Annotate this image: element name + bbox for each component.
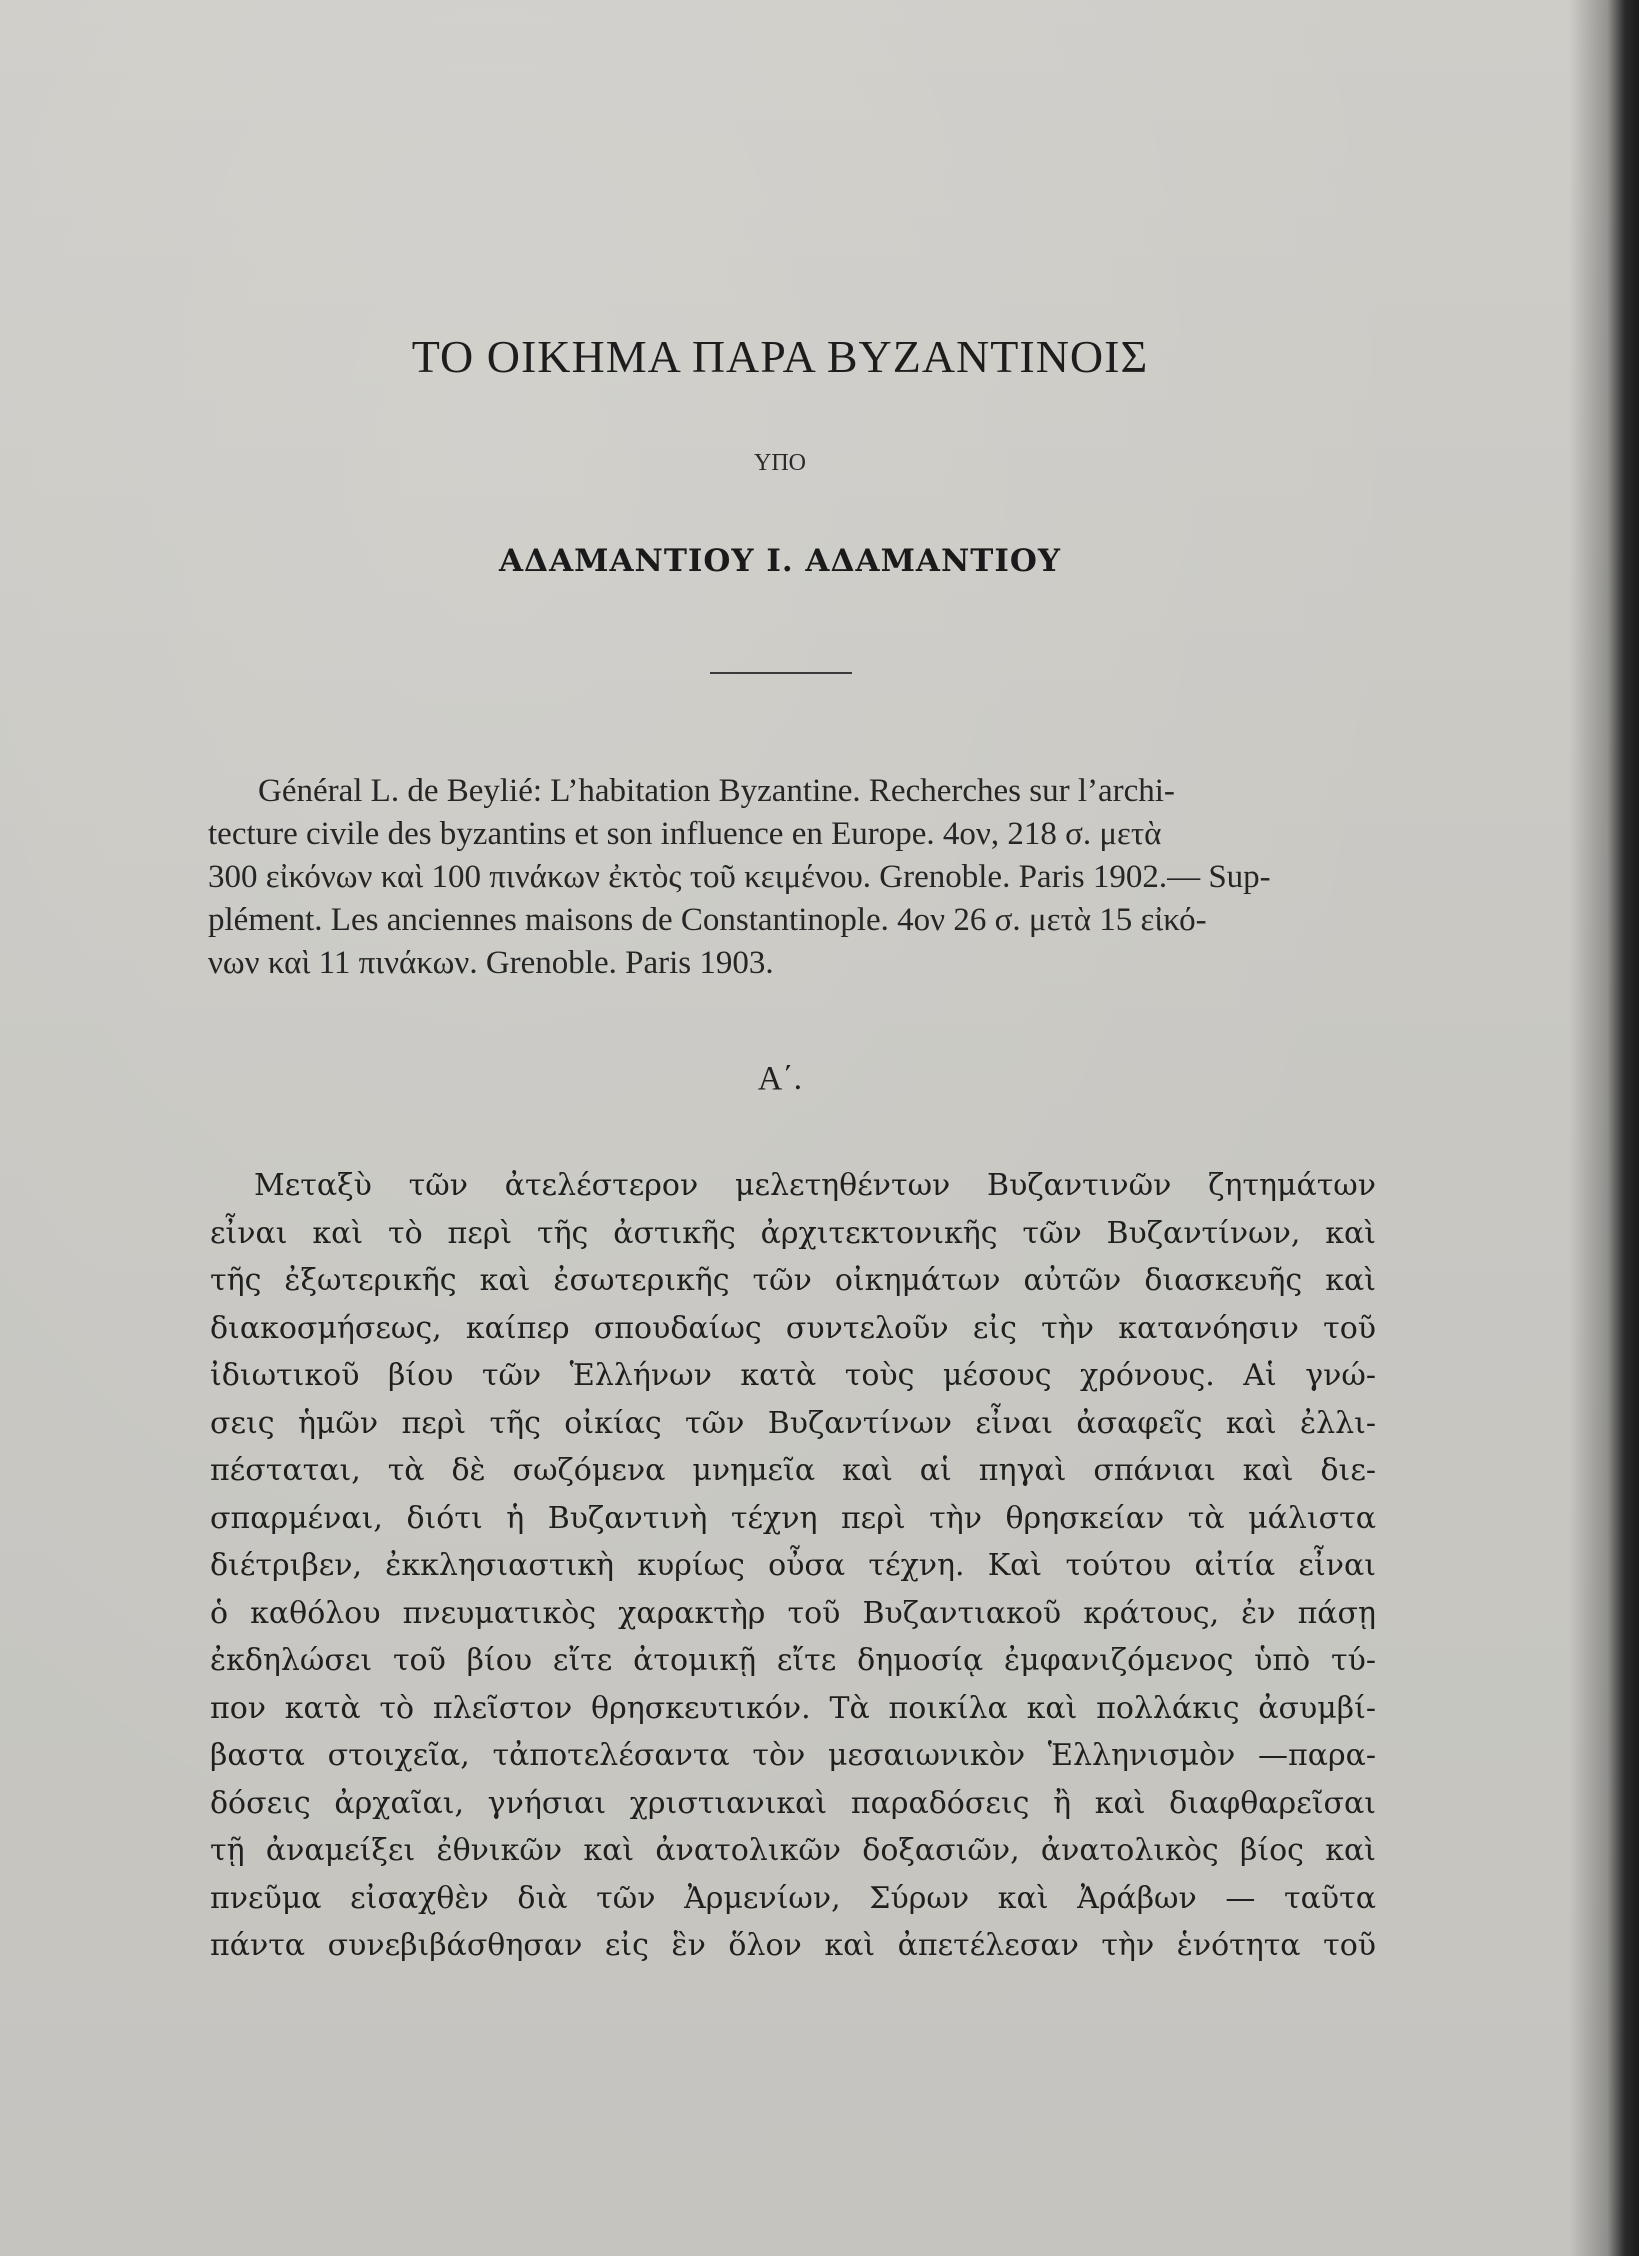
byline: ΥΠΟ	[754, 450, 806, 476]
body-line: διακοσμήσεως, καίπερ σπουδαίως συντελοῦν εἰς τὴν κατανόησιν τοῦ	[210, 1310, 1376, 1346]
body-line: τῆς ἐξωτερικῆς καὶ ἐσωτερικῆς τῶν οἰκημάτων αὐτῶν διασκευῆς καὶ	[210, 1263, 1376, 1298]
article-title: ΤΟ ΟΙΚΗΜΑ ΠΑΡΑ ΒΥΖΑΝΤΙΝΟΙΣ	[411, 331, 1149, 382]
bibliography-entry	[208, 770, 1376, 985]
body-line: διέτριβεν, ἐκκλησιαστικὴ κυρίως οὖσα τέχνη. Καὶ τούτου αἰτία εἶναι	[210, 1548, 1376, 1583]
body-line: τῇ ἀναμείξει ἐθνικῶν καὶ ἀνατολικῶν δοξασιῶν, ἀνατολικὸς βίος καὶ	[210, 1833, 1376, 1868]
title-divider	[710, 672, 852, 674]
body-line: εἶναι καὶ τὸ περὶ τῆς ἀστικῆς ἀρχιτεκτονικῆς τῶν Βυζαντίνων, καὶ	[210, 1215, 1376, 1251]
bibliography-line: νων καὶ 11 πινάκων. Grenoble. Paris 1903.	[208, 945, 774, 981]
body-line: σεις ἡμῶν περὶ τῆς οἰκίας τῶν Βυζαντίνων εἶναι ἀσαφεῖς καὶ ἐλλι-	[210, 1405, 1376, 1441]
body-paragraph	[210, 1162, 1376, 1970]
bibliography-line: tecture civile des byzantins et son influence en Europe. 4ον, 218 σ. μετὰ	[208, 816, 1162, 852]
body-line: ὁ καθόλου πνευματικὸς χαρακτὴρ τοῦ Βυζαντιακοῦ κράτους, ἐν πάσῃ	[210, 1595, 1376, 1631]
body-line: πέσταται, τὰ δὲ σωζόμενα μνημεῖα καὶ αἱ πηγαὶ σπάνιαι καὶ διε-	[210, 1453, 1376, 1488]
body-line: ἰδιωτικοῦ βίου τῶν Ἑλλήνων κατὰ τοὺς μέσους χρόνους. Αἱ γνώ-	[210, 1358, 1376, 1393]
bibliography-line: 300 εἰκόνων καὶ 100 πινάκων ἐκτὸς τοῦ κειμένου. Grenoble. Paris 1902.— Sup-	[208, 859, 1271, 895]
body-line: ἐκδηλώσει τοῦ βίου εἴτε ἀτομικῇ εἴτε δημοσίᾳ ἐμφανιζόμενος ὑπὸ τύ-	[210, 1643, 1376, 1678]
page-edge-shadow	[1569, 0, 1639, 2256]
body-line: πνεῦμα εἰσαχθὲν διὰ τῶν Ἀρμενίων, Σύρων καὶ Ἀράβων — ταῦτα	[210, 1880, 1376, 1916]
body-line: σπαρμέναι, διότι ἡ Βυζαντινὴ τέχνη περὶ τὴν θρησκείαν τὰ μάλιστα	[210, 1500, 1376, 1536]
bibliography-line: plément. Les anciennes maisons de Constantinople. 4ον 26 σ. μετὰ 15 εἰκό-	[208, 902, 1207, 938]
body-line: πον κατὰ τὸ πλεῖστον θρησκευτικόν. Τὰ ποικίλα καὶ πολλάκις ἀσυμβί-	[210, 1690, 1376, 1726]
body-line: πάντα συνεβιβάσθησαν εἰς ἓν ὅλον καὶ ἀπετέλεσαν τὴν ἑνότητα τοῦ	[210, 1928, 1376, 1963]
author-name: ΑΔΑΜΑΝΤΙΟΥ Ι. ΑΔΑΜΑΝΤΙΟΥ	[498, 543, 1061, 579]
body-line: δόσεις ἀρχαῖαι, γνήσιαι χριστιανικαὶ παραδόσεις ἢ καὶ διαφθαρεῖσαι	[210, 1785, 1376, 1821]
body-line: βαστα στοιχεῖα, τἀποτελέσαντα τὸν μεσαιωνικὸν Ἑλληνισμὸν —παρα-	[210, 1738, 1376, 1773]
body-line: Μεταξὺ τῶν ἀτελέστερον μελετηθέντων Βυζαντινῶν ζητημάτων	[254, 1168, 1376, 1203]
section-heading: Α΄.	[757, 1060, 803, 1097]
bibliography-line: Général L. de Beylié: L’habitation Byzantine. Recherches sur l’archi-	[258, 773, 1175, 809]
